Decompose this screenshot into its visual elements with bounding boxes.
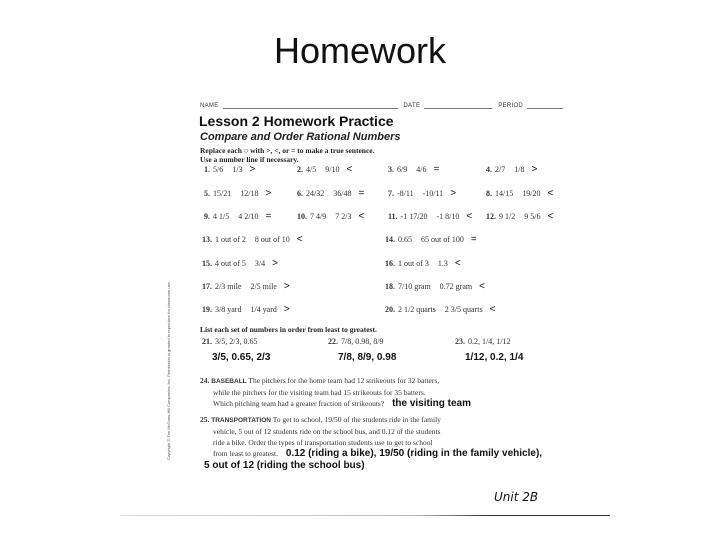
problem-number: 19. bbox=[202, 305, 212, 314]
compare-problem bbox=[202, 305, 290, 315]
problem-24-topic: BASEBALL bbox=[211, 378, 247, 385]
compare-problem bbox=[388, 165, 439, 175]
compare-problem bbox=[385, 305, 495, 315]
answer-symbol: = bbox=[358, 188, 365, 199]
order-answer: 3/5, 0.65, 2/3 bbox=[212, 352, 271, 363]
answer-symbol: < bbox=[466, 211, 473, 222]
period-label: PERIOD bbox=[498, 103, 524, 109]
left-value: 14/15 bbox=[495, 189, 514, 198]
answer-symbol: > bbox=[249, 164, 256, 175]
right-value: 4/6 bbox=[416, 165, 427, 174]
right-value: -10/11 bbox=[422, 189, 444, 198]
answer-symbol: < bbox=[296, 234, 303, 245]
compare-problem bbox=[385, 282, 485, 292]
instructions-line-1: Replace each ○ with >, <, or = to make a true sentence. bbox=[200, 146, 375, 155]
right-value: 2/5 mile bbox=[250, 282, 277, 291]
lesson-subtitle: Compare and Order Rational Numbers bbox=[200, 131, 401, 143]
problem-number: 11. bbox=[388, 212, 398, 221]
left-value: -1 17/20 bbox=[400, 212, 428, 221]
problem-number: 8. bbox=[486, 189, 492, 198]
right-value: 2 3/5 quarts bbox=[444, 305, 483, 314]
right-value: 3/4 bbox=[254, 259, 266, 268]
left-value: 1 out of 2 bbox=[215, 235, 246, 244]
problem-number: 7. bbox=[388, 189, 394, 198]
problem-number: 14. bbox=[385, 235, 395, 244]
date-line bbox=[424, 108, 492, 109]
compare-problem bbox=[486, 189, 553, 199]
compare-problem bbox=[297, 212, 364, 222]
order-problem bbox=[202, 337, 257, 347]
problem-25-line-1: To get to school, 19/50 of the students ride in the family bbox=[272, 415, 441, 424]
compare-problem bbox=[297, 189, 364, 199]
answer-symbol: = bbox=[265, 211, 272, 222]
problem-number: 5. bbox=[204, 189, 210, 198]
answer-symbol: > bbox=[450, 188, 457, 199]
answer-symbol: > bbox=[283, 281, 290, 292]
problem-25-answer-1: 0.12 (riding a bike), 19/50 (riding in the family vehicle), bbox=[285, 448, 543, 459]
answer-symbol: < bbox=[454, 258, 461, 269]
date-label: DATE bbox=[403, 103, 421, 109]
left-value: 9 1/2 bbox=[499, 212, 516, 221]
left-value: 4 1/5 bbox=[213, 212, 230, 221]
left-value: 4 out of 5 bbox=[215, 259, 246, 268]
problem-number: 18. bbox=[385, 282, 395, 291]
left-value: 2 1/2 quarts bbox=[398, 305, 436, 314]
right-value: 19/20 bbox=[522, 189, 541, 198]
problem-25-line-3: ride a bike. Order the types of transportation students use to get to school bbox=[213, 438, 433, 447]
right-value: 9 5/6 bbox=[524, 212, 541, 221]
problem-24-number: 24. bbox=[200, 376, 210, 385]
compare-problem bbox=[297, 165, 352, 175]
period-line bbox=[527, 108, 563, 109]
answer-symbol: > bbox=[531, 164, 538, 175]
problem-25-line-4: from least to greatest. bbox=[213, 449, 278, 458]
compare-problem bbox=[204, 212, 271, 222]
problem-number: 22. bbox=[328, 337, 338, 346]
left-value: 7/10 gram bbox=[398, 282, 431, 291]
left-value: 24/32 bbox=[306, 189, 325, 198]
problem-25-topic: TRANSPORTATION bbox=[211, 417, 271, 424]
left-value: -8/11 bbox=[397, 189, 414, 198]
order-answer: 7/8, 8/9, 0.98 bbox=[338, 352, 397, 363]
compare-problem bbox=[202, 235, 303, 245]
right-value: 8 out of 10 bbox=[254, 235, 290, 244]
unit-label-handwritten: Unit 2B bbox=[494, 490, 539, 504]
lesson-title: Lesson 2 Homework Practice bbox=[199, 113, 394, 129]
worksheet-header bbox=[200, 103, 567, 109]
right-value: 1.3 bbox=[437, 259, 448, 268]
problem-number: 2. bbox=[297, 165, 303, 174]
right-value: 1/8 bbox=[514, 165, 525, 174]
compare-problem bbox=[388, 212, 472, 222]
answer-symbol: < bbox=[489, 304, 496, 315]
compare-problem bbox=[202, 259, 278, 269]
problem-24-answer: the visiting team bbox=[392, 398, 471, 409]
problem-25-number: 25. bbox=[200, 415, 210, 424]
left-value: 7 4/9 bbox=[310, 212, 327, 221]
right-value: -1 8/10 bbox=[436, 212, 460, 221]
problem-number: 3. bbox=[388, 165, 394, 174]
compare-problem bbox=[486, 212, 553, 222]
number-set: 0.2, 1/4, 1/12 bbox=[468, 337, 511, 346]
answer-symbol: > bbox=[272, 258, 278, 269]
problem-number: 21. bbox=[202, 337, 212, 346]
right-value: 0.72 gram bbox=[439, 282, 473, 291]
compare-problem bbox=[202, 282, 290, 292]
answer-symbol: < bbox=[358, 211, 365, 222]
left-value: 1 out of 3 bbox=[398, 259, 429, 268]
number-set: 7/8, 0.98, 8/9 bbox=[341, 337, 384, 346]
name-line bbox=[223, 108, 398, 109]
problem-number: 16. bbox=[385, 259, 395, 268]
problem-number: 1. bbox=[204, 165, 210, 174]
right-value: 12/18 bbox=[240, 189, 259, 198]
answer-symbol: < bbox=[479, 281, 485, 292]
problem-number: 12. bbox=[486, 212, 496, 221]
answer-symbol: = bbox=[470, 234, 477, 245]
left-value: 2/3 mile bbox=[215, 282, 242, 291]
name-label: NAME bbox=[200, 103, 219, 109]
left-value: 5/6 bbox=[213, 165, 224, 174]
order-problem bbox=[455, 337, 510, 347]
problem-number: 10. bbox=[297, 212, 307, 221]
order-problem bbox=[328, 337, 383, 347]
answer-symbol: < bbox=[346, 164, 353, 175]
left-value: 4/5 bbox=[306, 165, 317, 174]
instructions-line-2: Use a number line if necessary. bbox=[200, 155, 299, 164]
right-value: 9/10 bbox=[325, 165, 340, 174]
left-value: 0.65 bbox=[398, 235, 412, 244]
problem-number: 20. bbox=[385, 305, 395, 314]
problem-24 bbox=[200, 375, 471, 410]
right-value: 4 2/10 bbox=[238, 212, 259, 221]
compare-problem bbox=[385, 259, 461, 269]
left-value: 6/9 bbox=[397, 165, 408, 174]
right-value: 65 out of 100 bbox=[421, 235, 464, 244]
problem-number: 17. bbox=[202, 282, 212, 291]
problem-25-line-2: vehicle, 5 out of 12 students ride on the school bus, and 0.12 of the students bbox=[213, 427, 441, 436]
problem-number: 15. bbox=[202, 259, 212, 268]
answer-symbol: > bbox=[265, 188, 272, 199]
number-set: 3/5, 2/3, 0.65 bbox=[215, 337, 258, 346]
right-value: 1/3 bbox=[232, 165, 243, 174]
right-value: 1/4 yard bbox=[250, 305, 277, 314]
compare-problem bbox=[204, 165, 255, 175]
problem-number: 23. bbox=[455, 337, 465, 346]
compare-problem bbox=[486, 165, 537, 175]
problem-25-answer-2: 5 out of 12 (riding the school bus) bbox=[204, 460, 365, 471]
order-answer: 1/12, 0.2, 1/4 bbox=[465, 352, 524, 363]
problem-25 bbox=[200, 414, 542, 472]
slide-title: Homework bbox=[273, 30, 447, 71]
order-heading: List each set of numbers in order from least to greatest. bbox=[200, 325, 377, 334]
right-value: 7 2/3 bbox=[335, 212, 352, 221]
left-value: 2/7 bbox=[495, 165, 506, 174]
left-value: 15/21 bbox=[213, 189, 232, 198]
problem-24-line-1: The pitchers for the home team had 12 strikeouts for 32 batters, bbox=[248, 376, 440, 385]
answer-symbol: < bbox=[547, 188, 554, 199]
copyright-notice: Copyright © The McGraw-Hill Companies, Inc. Permission is granted to reproduce for classroom use. bbox=[166, 281, 171, 460]
bottom-rule bbox=[120, 515, 610, 516]
problem-24-line-3: Which pitching team had a greater fraction of strikeouts? bbox=[213, 399, 385, 408]
problem-24-line-2: while the pitchers for the visiting team had 15 strikeouts for 35 batters. bbox=[213, 388, 426, 397]
answer-symbol: = bbox=[433, 164, 440, 175]
compare-problem bbox=[204, 189, 271, 199]
compare-problem bbox=[385, 235, 477, 245]
answer-symbol: > bbox=[283, 304, 290, 315]
problem-number: 6. bbox=[297, 189, 303, 198]
right-value: 36/48 bbox=[333, 189, 352, 198]
problem-number: 4. bbox=[486, 165, 492, 174]
left-value: 3/8 yard bbox=[215, 305, 242, 314]
compare-problem bbox=[388, 189, 456, 199]
answer-symbol: < bbox=[547, 211, 554, 222]
problem-number: 9. bbox=[204, 212, 210, 221]
problem-number: 13. bbox=[202, 235, 212, 244]
